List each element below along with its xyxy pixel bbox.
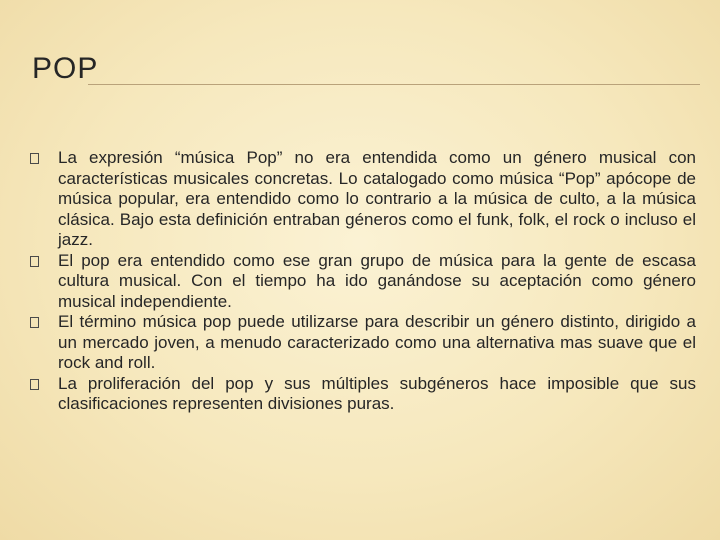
bullet-text: La expresión “música Pop” no era entendida como un género musical con características musicales concretas. Lo catalogado como música “Pop” apócope de música popular, era entendido como lo contrario a la música de culto, a la música clásica. Bajo esta definición entraban géneros como el funk, folk, el rock o incluso el jazz. [58,148,696,249]
bullet-text: El término música pop puede utilizarse para describir un género distinto, dirigido a un mercado joven, a menudo caracterizado como una alternativa mas suave que el rock and roll. [58,312,696,372]
bullet-list [30,148,696,415]
slide-title: POP [32,52,99,85]
bullet-text: El pop era entendido como ese gran grupo de música para la gente de escasa cultura musical. Con el tiempo ha ido ganándose su aceptación como género musical independiente. [58,250,696,311]
bullet-marker-icon [30,374,58,390]
bullet-item [30,148,696,251]
bullet-marker-icon [30,251,58,267]
bullet-marker-icon [30,148,58,164]
bullet-text: La proliferación del pop y sus múltiples subgéneros hace imposible que sus clasificaciones representen divisiones puras. [58,373,696,413]
bullet-item [30,251,696,313]
title-underline [88,84,700,85]
bullet-marker-icon [30,312,58,328]
bullet-item [30,312,696,374]
bullet-item [30,374,696,415]
